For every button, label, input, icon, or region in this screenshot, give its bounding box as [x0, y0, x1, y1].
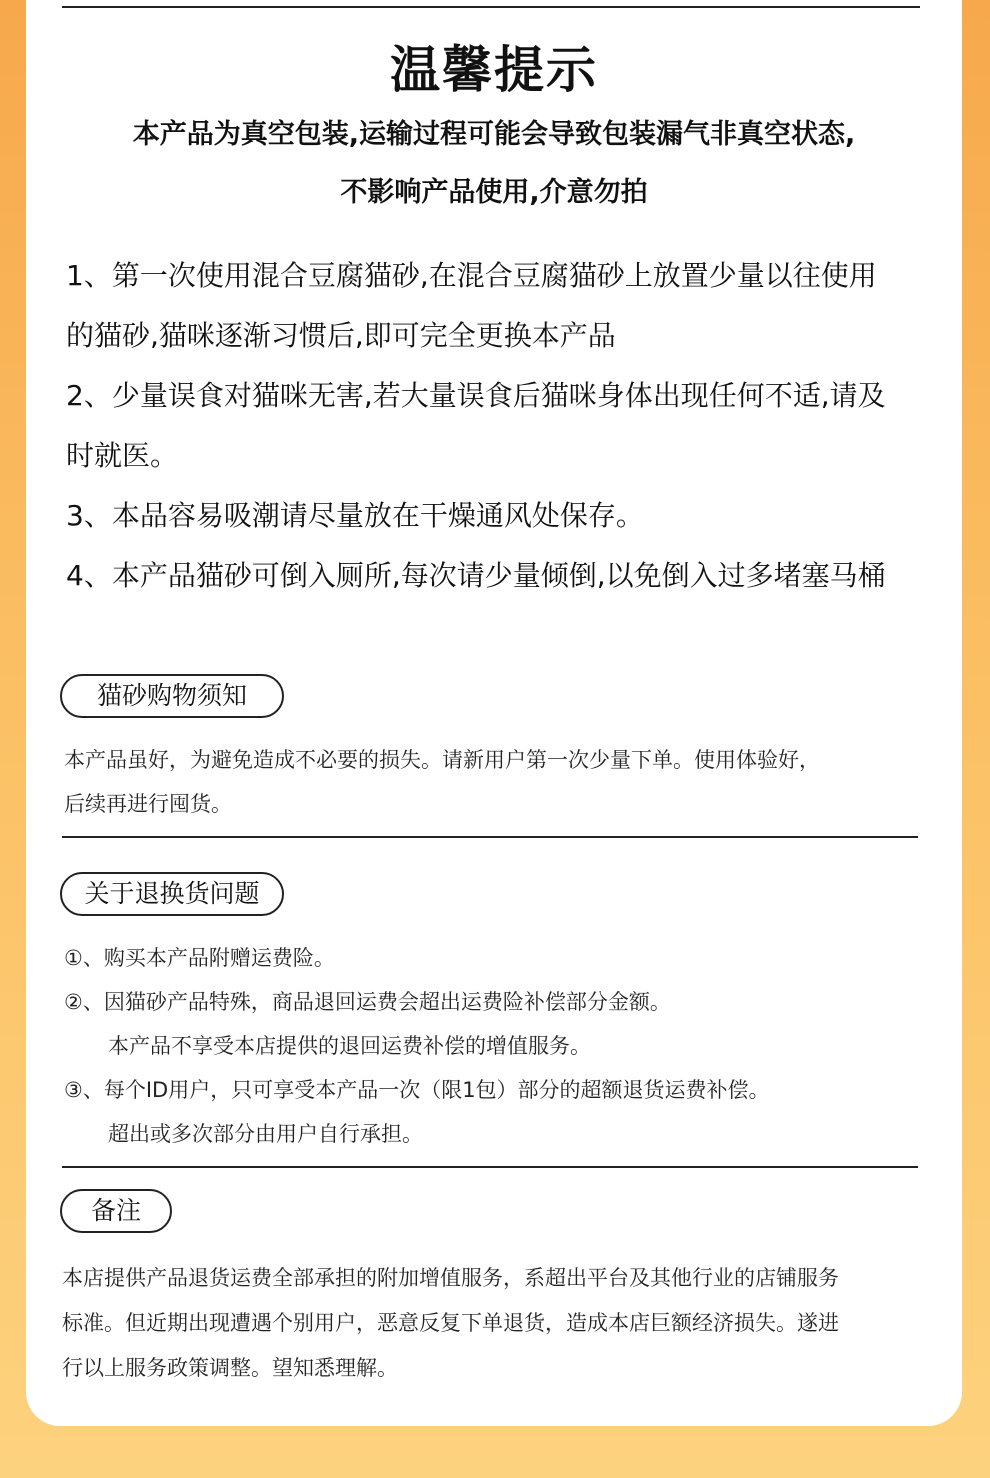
- notes-text-line-3: 行以上服务政策调整。望知悉理解。: [62, 1356, 398, 1380]
- page-title: 温馨提示: [390, 41, 598, 99]
- shopping-text-line-1: 本产品虽好，为避免造成不必要的损失。请新用户第一次少量下单。使用体验好，: [64, 748, 820, 772]
- notice-card: [26, 0, 962, 1426]
- returns-item-2: ②、因猫砂产品特殊，商品退回运费会超出运费险补偿部分金额。: [64, 990, 671, 1014]
- shopping-text-line-2: 后续再进行囤货。: [64, 792, 232, 816]
- tip-line: 2、少量误食对猫咪无害,若大量误食后猫咪身体出现任何不适,请及: [66, 379, 886, 412]
- tip-line: 1、第一次使用混合豆腐猫砂,在混合豆腐猫砂上放置少量以往使用: [66, 259, 877, 292]
- returns-item-2-continued: 本产品不享受本店提供的退回运费补偿的增值服务。: [108, 1034, 591, 1058]
- section-tag-shopping: 猫砂购物须知: [60, 674, 284, 718]
- tip-line: 4、本产品猫砂可倒入厕所,每次请少量倾倒,以免倒入过多堵塞马桶: [66, 559, 886, 592]
- subtitle-line-2: 不影响产品使用,介意勿拍: [340, 177, 648, 208]
- tip-line: 时就医。: [66, 439, 179, 472]
- top-divider: [62, 6, 920, 8]
- section-tag-returns: 关于退换货问题: [60, 872, 284, 916]
- subtitle-line-1: 本产品为真空包装,运输过程可能会导致包装漏气非真空状态,: [132, 119, 856, 150]
- notes-text-line-2: 标准。但近期出现遭遇个别用户，恶意反复下单退货，造成本店巨额经济损失。遂进: [62, 1311, 839, 1335]
- returns-item-3: ③、每个ID用户，只可享受本产品一次（限1包）部分的超额退货运费补偿。: [64, 1078, 770, 1102]
- section-divider: [62, 836, 918, 838]
- tips-list: [66, 246, 956, 606]
- tip-line: 3、本品容易吸潮请尽量放在干燥通风处保存。: [66, 499, 644, 532]
- returns-item-1: ①、购买本产品附赠运费险。: [64, 946, 335, 970]
- section-tag-notes: 备注: [60, 1189, 172, 1233]
- returns-item-3-continued: 超出或多次部分由用户自行承担。: [108, 1122, 423, 1146]
- notes-text-line-1: 本店提供产品退货运费全部承担的附加增值服务，系超出平台及其他行业的店铺服务: [62, 1266, 839, 1290]
- tip-line: 的猫砂,猫咪逐渐习惯后,即可完全更换本产品: [66, 319, 616, 352]
- section-divider: [62, 1166, 918, 1168]
